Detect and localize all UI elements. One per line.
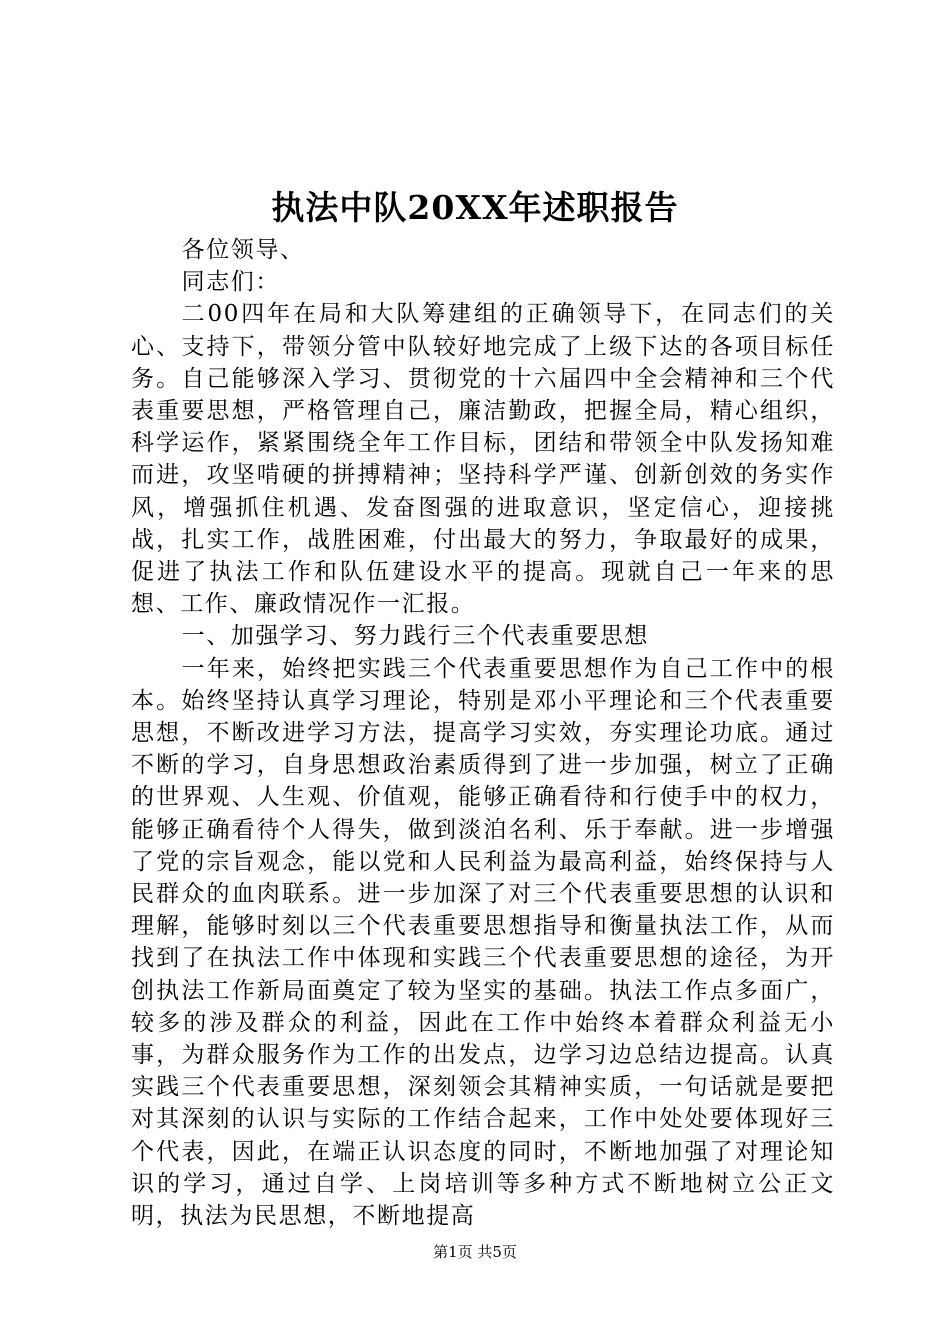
page-number-footer: 第1页 共5页 <box>433 1243 517 1261</box>
salutation-line: 各位领导、 <box>181 237 305 263</box>
section-heading: 一、加强学习、努力践行三个代表重要思想 <box>181 623 649 650</box>
salutation-line: 同志们： <box>181 269 280 296</box>
document-title: 执法中队20XX年述职报告 <box>271 188 679 227</box>
body-paragraph: 一年来，始终把实践三个代表重要思想作为自己工作中的根本。始终坚持认真学习理论，特别是邓小平理论和三个代表重要思想，不断改进学习方法，提高学习实效，夯实理论功底。通过不断的学习，自身思想政治素质得到了进一步加强，树立了正确的世界观、人生观、价值观，能够正确看待和行使手中的权力，能够正确看待个人得失，做到淡泊名利、乐于奉献。进一步增强了党的宗旨观念，能以党和人民利益为最高利益，始终保持与人民群众的血肉联系。进一步加深了对三个代表重要思想的认识和理解，能够时刻以三个代表重要思想指导和衡量执法工作，从而找到了在执法工作中体现和实践三个代表重要思想的途径，为开创执法工作新局面奠定了较为坚实的基础。执法工作点多面广，较多的涉及群众的利益，因此在工作中始终本着群众利益无小事，为群众服务作为工作的出发点，边学习边总结边提高。认真实践三个代表重要思想，深刻领会其精神实质，一句话就是要把对其深刻的认识与实际的工作结合起来，工作中处处要体现好三个代表，因此，在端正认识态度的同时，不断地加强了对理论知识的学习，通过自学、上岗培训等多种方式不断地树立公正文明，执法为民思想，不断地提高 <box>131 655 835 1230</box>
document-body <box>131 234 835 1232</box>
body-paragraph: 二00四年在局和大队筹建组的正确领导下，在同志们的关心、支持下，带领分管中队较好地完成了上级下达的各项目标任务。自己能够深入学习、贯彻党的十六届四中全会精神和三个代表重要思想，严格管理自己，廉洁勤政，把握全局，精心组织，科学运作，紧紧围绕全年工作目标，团结和带领全中队发扬知难而进，攻坚啃硬的拼搏精神；坚持科学严谨、创新创效的务实作风，增强抓住机遇、发奋图强的进取意识，坚定信心，迎接挑战，扎实工作，战胜困难，付出最大的努力，争取最好的成果，促进了执法工作和队伍建设水平的提高。现就自己一年来的思想、工作、廉政情况作一汇报。 <box>131 301 835 618</box>
